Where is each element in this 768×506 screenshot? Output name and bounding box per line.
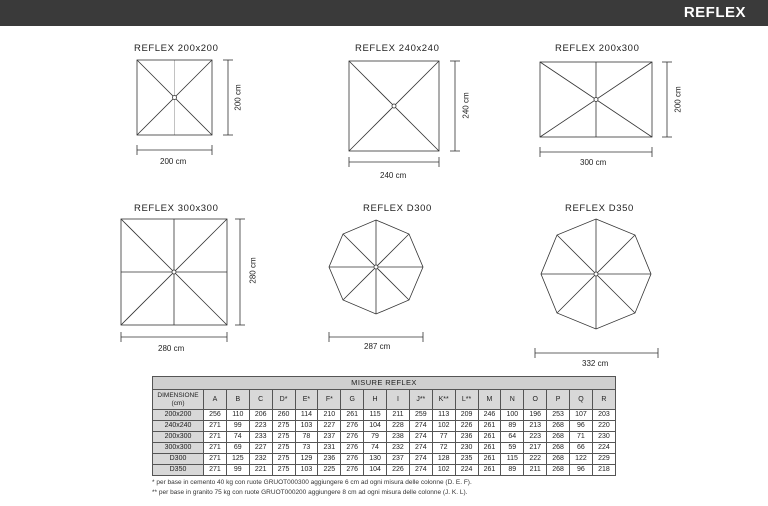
table-cell: 228 <box>387 421 410 432</box>
height-label: 200 cm <box>673 86 683 113</box>
table-cell: 225 <box>318 465 341 476</box>
table-cell: 129 <box>295 454 318 465</box>
table-cell: 274 <box>409 432 432 443</box>
row-label: 200x200 <box>153 410 204 421</box>
row-label: 200x300 <box>153 432 204 443</box>
table-cell: 227 <box>318 421 341 432</box>
column-header: E* <box>295 390 318 410</box>
width-label: 200 cm <box>160 157 187 166</box>
table-cell: 102 <box>432 421 455 432</box>
column-header: B <box>226 390 249 410</box>
footnote: ** per base in granito 75 kg con ruote GRUOT000200 aggiungere 8 cm ad ogni misura delle colonne (J. K. L). <box>152 489 468 496</box>
table-cell: 89 <box>501 421 524 432</box>
table-cell: 221 <box>249 465 272 476</box>
table-cell: 275 <box>272 421 295 432</box>
table-cell: 226 <box>387 465 410 476</box>
table-cell: 99 <box>226 421 249 432</box>
table-cell: 259 <box>409 410 432 421</box>
table-cell: 73 <box>295 443 318 454</box>
diagram-title: REFLEX D300 <box>363 203 432 214</box>
table-cell: 223 <box>249 421 272 432</box>
table-cell: 59 <box>501 443 524 454</box>
diagram-title: REFLEX 240x240 <box>355 43 440 54</box>
table-cell: 235 <box>455 454 478 465</box>
height-label: 200 cm <box>233 84 243 111</box>
column-header: O <box>524 390 547 410</box>
table-cell: 274 <box>409 465 432 476</box>
table-cell: 114 <box>295 410 318 421</box>
table-cell: 211 <box>387 410 410 421</box>
table-row <box>153 454 616 465</box>
table-cell: 230 <box>592 432 615 443</box>
table-cell: 196 <box>524 410 547 421</box>
table-cell: 218 <box>592 465 615 476</box>
column-header: F* <box>318 390 341 410</box>
column-header: DIMENSIONE (cm) <box>153 390 204 410</box>
footnotes <box>152 478 472 498</box>
table-cell: 130 <box>364 454 387 465</box>
table-cell: 274 <box>409 421 432 432</box>
column-header: J** <box>409 390 432 410</box>
table-title: MISURE REFLEX <box>153 377 616 390</box>
column-header: P <box>547 390 570 410</box>
table-cell: 78 <box>295 432 318 443</box>
table-cell: 203 <box>592 410 615 421</box>
table-cell: 89 <box>501 465 524 476</box>
table-cell: 128 <box>432 454 455 465</box>
diagram-title: REFLEX 200x300 <box>555 43 640 54</box>
table-cell: 276 <box>341 443 364 454</box>
table-cell: 103 <box>295 421 318 432</box>
table-cell: 100 <box>501 410 524 421</box>
table-cell: 206 <box>249 410 272 421</box>
column-header: I <box>387 390 410 410</box>
table-cell: 222 <box>524 454 547 465</box>
table-cell: 261 <box>478 465 501 476</box>
table-cell: 268 <box>547 454 570 465</box>
table-cell: 256 <box>204 410 227 421</box>
footnote: * per base in cemento 40 kg con ruote GRUOT000300 aggiungere 6 cm ad ogni misura delle colonne (D. E. F). <box>152 479 472 486</box>
table-cell: 69 <box>226 443 249 454</box>
table-cell: 261 <box>478 432 501 443</box>
brand-title: REFLEX <box>683 4 746 21</box>
column-header: N <box>501 390 524 410</box>
table-cell: 237 <box>387 454 410 465</box>
column-header: R <box>592 390 615 410</box>
table-cell: 226 <box>455 421 478 432</box>
table-cell: 115 <box>501 454 524 465</box>
table-cell: 79 <box>364 432 387 443</box>
table-cell: 104 <box>364 421 387 432</box>
table-cell: 275 <box>272 432 295 443</box>
table-cell: 71 <box>570 432 593 443</box>
table-cell: 274 <box>409 443 432 454</box>
row-label: D300 <box>153 454 204 465</box>
table-cell: 261 <box>478 443 501 454</box>
table-cell: 213 <box>524 421 547 432</box>
table-cell: 261 <box>478 421 501 432</box>
table-cell: 211 <box>524 465 547 476</box>
table-cell: 227 <box>249 443 272 454</box>
width-label: 280 cm <box>158 344 185 353</box>
table-cell: 103 <box>295 465 318 476</box>
row-label: D350 <box>153 465 204 476</box>
table-cell: 261 <box>478 454 501 465</box>
dim-line <box>329 332 423 342</box>
column-header: L** <box>455 390 478 410</box>
table-cell: 64 <box>501 432 524 443</box>
table-cell: 96 <box>570 465 593 476</box>
table-row <box>153 465 616 476</box>
table-cell: 275 <box>272 454 295 465</box>
table-cell: 125 <box>226 454 249 465</box>
table-row <box>153 421 616 432</box>
column-header: M <box>478 390 501 410</box>
height-label: 280 cm <box>248 257 258 284</box>
table-cell: 122 <box>570 454 593 465</box>
table-cell: 271 <box>204 465 227 476</box>
table-cell: 271 <box>204 421 227 432</box>
table-cell: 276 <box>341 421 364 432</box>
table-cell: 276 <box>341 465 364 476</box>
table-cell: 115 <box>364 410 387 421</box>
table-cell: 236 <box>455 432 478 443</box>
table-cell: 99 <box>226 465 249 476</box>
table-cell: 274 <box>409 454 432 465</box>
diagram-title: REFLEX 300x300 <box>134 203 219 214</box>
table-cell: 217 <box>524 443 547 454</box>
table-cell: 66 <box>570 443 593 454</box>
table-cell: 107 <box>570 410 593 421</box>
table-cell: 268 <box>547 432 570 443</box>
table-cell: 220 <box>592 421 615 432</box>
table-cell: 276 <box>341 432 364 443</box>
table-cell: 224 <box>455 465 478 476</box>
row-label: 240x240 <box>153 421 204 432</box>
width-label: 300 cm <box>580 158 607 167</box>
table-cell: 209 <box>455 410 478 421</box>
column-header: G <box>341 390 364 410</box>
column-header: A <box>204 390 227 410</box>
diagram-title: REFLEX D350 <box>565 203 634 214</box>
table-cell: 96 <box>570 421 593 432</box>
table-cell: 261 <box>341 410 364 421</box>
table-cell: 102 <box>432 465 455 476</box>
table-cell: 72 <box>432 443 455 454</box>
table-cell: 224 <box>592 443 615 454</box>
table-cell: 113 <box>432 410 455 421</box>
table-cell: 275 <box>272 443 295 454</box>
width-label: 287 cm <box>364 342 391 351</box>
table-row <box>153 432 616 443</box>
column-header: C <box>249 390 272 410</box>
table-cell: 223 <box>524 432 547 443</box>
table-header-row <box>153 390 616 410</box>
table-cell: 230 <box>455 443 478 454</box>
table-row <box>153 410 616 421</box>
table-cell: 238 <box>387 432 410 443</box>
table-cell: 253 <box>547 410 570 421</box>
table-cell: 268 <box>547 421 570 432</box>
table-cell: 260 <box>272 410 295 421</box>
row-label: 300x300 <box>153 443 204 454</box>
table-cell: 74 <box>364 443 387 454</box>
table-cell: 77 <box>432 432 455 443</box>
table-cell: 104 <box>364 465 387 476</box>
height-label: 240 cm <box>461 92 471 119</box>
diagram-title: REFLEX 200x200 <box>134 43 219 54</box>
table-cell: 275 <box>272 465 295 476</box>
table-cell: 74 <box>226 432 249 443</box>
measures-table <box>152 376 616 476</box>
table-cell: 236 <box>318 454 341 465</box>
table-cell: 231 <box>318 443 341 454</box>
table-row <box>153 443 616 454</box>
table-cell: 229 <box>592 454 615 465</box>
table-cell: 276 <box>341 454 364 465</box>
width-label: 240 cm <box>380 171 407 180</box>
column-header: H <box>364 390 387 410</box>
table-cell: 232 <box>387 443 410 454</box>
table-cell: 271 <box>204 443 227 454</box>
table-cell: 246 <box>478 410 501 421</box>
table-cell: 210 <box>318 410 341 421</box>
width-label: 332 cm <box>582 359 609 368</box>
table-cell: 271 <box>204 432 227 443</box>
table-cell: 237 <box>318 432 341 443</box>
table-cell: 271 <box>204 454 227 465</box>
table-cell: 232 <box>249 454 272 465</box>
dim-line <box>535 348 658 358</box>
table-cell: 233 <box>249 432 272 443</box>
column-header: Q <box>570 390 593 410</box>
table-cell: 110 <box>226 410 249 421</box>
column-header: D* <box>272 390 295 410</box>
table-cell: 268 <box>547 443 570 454</box>
column-header: K** <box>432 390 455 410</box>
table-cell: 268 <box>547 465 570 476</box>
